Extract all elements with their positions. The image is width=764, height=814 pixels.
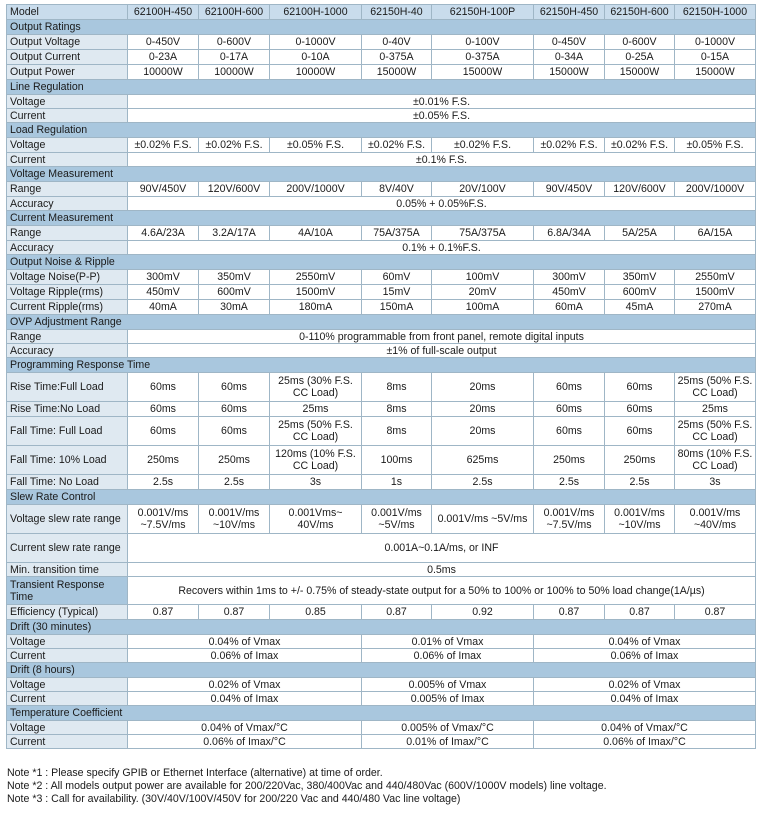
cell: 180mA <box>270 300 362 315</box>
table-row <box>7 65 756 80</box>
section-title: Current Measurement <box>7 211 756 226</box>
cell: 6.8A/34A <box>534 226 605 241</box>
cell: 20ms <box>432 373 534 402</box>
cell: 0-15A <box>675 50 756 65</box>
table-row <box>7 417 756 446</box>
table-row <box>7 577 756 605</box>
section-title: Output Ratings <box>7 20 756 35</box>
cell: 3.2A/17A <box>199 226 270 241</box>
table-row <box>7 402 756 417</box>
row-label: Efficiency (Typical) <box>7 605 128 620</box>
cell: 0.1% + 0.1%F.S. <box>128 241 756 255</box>
cell: 300mV <box>534 270 605 285</box>
cell: 75A/375A <box>362 226 432 241</box>
cell: 0.92 <box>432 605 534 620</box>
cell: 15mV <box>362 285 432 300</box>
cell: 2.5s <box>128 475 199 490</box>
footnote: Note *1 : Please specify GPIB or Ethernet Interface (alternative) at time of order. <box>7 767 383 779</box>
cell: 45mA <box>605 300 675 315</box>
cell: 3s <box>270 475 362 490</box>
cell: 250ms <box>534 446 605 475</box>
table-row <box>7 344 756 358</box>
cell: 10000W <box>128 65 199 80</box>
cell: 8ms <box>362 417 432 446</box>
row-label: Output Current <box>7 50 128 65</box>
cell: 625ms <box>432 446 534 475</box>
table-row <box>7 50 756 65</box>
row-label: Voltage <box>7 138 128 153</box>
cell: ±0.02% F.S. <box>128 138 199 153</box>
cell: 0.5ms <box>128 563 756 577</box>
row-label: Voltage Ripple(rms) <box>7 285 128 300</box>
cell: ±0.1% F.S. <box>128 153 756 167</box>
cell: 0.001V/ms ~10V/ms <box>605 505 675 534</box>
cell: 0.005% of Vmax/°C <box>362 721 534 735</box>
cell: 60ms <box>199 373 270 402</box>
row-label: Range <box>7 182 128 197</box>
cell: 3s <box>675 475 756 490</box>
cell: 0.87 <box>128 605 199 620</box>
cell: 300mV <box>128 270 199 285</box>
table-row <box>7 285 756 300</box>
cell: 10000W <box>270 65 362 80</box>
spec-table <box>6 4 756 749</box>
cell: 40mA <box>128 300 199 315</box>
table-row <box>7 605 756 620</box>
cell: 270mA <box>675 300 756 315</box>
cell: 60ms <box>534 373 605 402</box>
table-row <box>7 692 756 706</box>
cell: 0-34A <box>534 50 605 65</box>
cell: 60mA <box>534 300 605 315</box>
cell: 20mV <box>432 285 534 300</box>
model-header: 62150H-450 <box>534 5 605 20</box>
table-row <box>7 95 756 109</box>
row-label: Fall Time: No Load <box>7 475 128 490</box>
model-header: 62100H-450 <box>128 5 199 20</box>
cell: Recovers within 1ms to +/- 0.75% of steady-state output for a 50% to 100% or 100% to 50% load change(1A/µs) <box>128 577 756 605</box>
cell: 4.6A/23A <box>128 226 199 241</box>
row-label: Voltage Noise(P-P) <box>7 270 128 285</box>
cell: 15000W <box>675 65 756 80</box>
table-row <box>7 678 756 692</box>
row-label: Transient Response Time <box>7 577 128 605</box>
cell: 25ms (50% F.S. CC Load) <box>675 373 756 402</box>
cell: 60ms <box>534 402 605 417</box>
cell: 0.04% of Imax <box>534 692 756 706</box>
cell: ±0.02% F.S. <box>605 138 675 153</box>
cell: 0.04% of Vmax/°C <box>534 721 756 735</box>
cell: 2550mV <box>675 270 756 285</box>
cell: 30mA <box>199 300 270 315</box>
row-label: Rise Time:Full Load <box>7 373 128 402</box>
cell: 0-1000V <box>270 35 362 50</box>
cell: 0-23A <box>128 50 199 65</box>
cell: 0.87 <box>675 605 756 620</box>
table-row <box>7 534 756 563</box>
model-header: 62150H-100P <box>432 5 534 20</box>
row-label: Accuracy <box>7 241 128 255</box>
cell: 0.001V/ms ~7.5V/ms <box>534 505 605 534</box>
table-row <box>7 721 756 735</box>
cell: 0.04% of Imax <box>128 692 362 706</box>
cell: 25ms <box>270 402 362 417</box>
cell: 0.005% of Imax <box>362 692 534 706</box>
model-header: 62100H-600 <box>199 5 270 20</box>
cell: 0.05% + 0.05%F.S. <box>128 197 756 211</box>
cell: 2.5s <box>432 475 534 490</box>
cell: 100mV <box>432 270 534 285</box>
table-row <box>7 138 756 153</box>
cell: 0-375A <box>432 50 534 65</box>
cell: 250ms <box>199 446 270 475</box>
table-row <box>7 373 756 402</box>
cell: 0.85 <box>270 605 362 620</box>
cell: 60ms <box>199 417 270 446</box>
row-label: Voltage <box>7 635 128 649</box>
cell: 250ms <box>605 446 675 475</box>
cell: 0-450V <box>534 35 605 50</box>
cell: 0-450V <box>128 35 199 50</box>
table-row <box>7 153 756 167</box>
cell: 20ms <box>432 417 534 446</box>
table-row <box>7 241 756 255</box>
section-title: Output Noise & Ripple <box>7 255 756 270</box>
cell: 0.04% of Vmax <box>534 635 756 649</box>
model-header: 62150H-600 <box>605 5 675 20</box>
cell: 0.87 <box>362 605 432 620</box>
cell: 0.01% of Vmax <box>362 635 534 649</box>
cell: 60ms <box>128 373 199 402</box>
cell: 10000W <box>199 65 270 80</box>
cell: 0-600V <box>199 35 270 50</box>
table-row <box>7 505 756 534</box>
cell: 350mV <box>605 270 675 285</box>
table-row <box>7 563 756 577</box>
cell: 0.06% of Imax <box>534 649 756 663</box>
cell: 60ms <box>605 373 675 402</box>
cell: 8V/40V <box>362 182 432 197</box>
cell: ±0.05% F.S. <box>675 138 756 153</box>
cell: 60ms <box>199 402 270 417</box>
cell: 15000W <box>534 65 605 80</box>
cell: 60ms <box>605 402 675 417</box>
cell: 0-100V <box>432 35 534 50</box>
cell: 600mV <box>605 285 675 300</box>
cell: 200V/1000V <box>270 182 362 197</box>
row-label: Accuracy <box>7 344 128 358</box>
cell: ±0.05% F.S. <box>270 138 362 153</box>
table-row <box>7 109 756 123</box>
model-header: 62100H-1000 <box>270 5 362 20</box>
cell: 20ms <box>432 402 534 417</box>
section-title: Programming Response Time <box>7 358 756 373</box>
table-row <box>7 446 756 475</box>
table-row <box>7 735 756 749</box>
section-title: OVP Adjustment Range <box>7 315 756 330</box>
cell: 0.87 <box>605 605 675 620</box>
cell: 15000W <box>362 65 432 80</box>
section-title: Slew Rate Control <box>7 490 756 505</box>
cell: 90V/450V <box>534 182 605 197</box>
table-row <box>7 330 756 344</box>
model-header: 62150H-40 <box>362 5 432 20</box>
cell: 0.02% of Vmax <box>534 678 756 692</box>
cell: 100ms <box>362 446 432 475</box>
cell: 0.04% of Vmax <box>128 635 362 649</box>
cell: 0.001Vms~ 40V/ms <box>270 505 362 534</box>
cell: 60ms <box>605 417 675 446</box>
cell: 80ms (10% F.S. CC Load) <box>675 446 756 475</box>
section-title: Temperature Coefficient <box>7 706 756 721</box>
cell: 6A/15A <box>675 226 756 241</box>
cell: 60ms <box>128 402 199 417</box>
cell: 0-1000V <box>675 35 756 50</box>
cell: 0.06% of Imax <box>362 649 534 663</box>
cell: 25ms <box>675 402 756 417</box>
cell: 0.001V/ms ~10V/ms <box>199 505 270 534</box>
cell: ±0.02% F.S. <box>199 138 270 153</box>
cell: 60ms <box>128 417 199 446</box>
row-label: Output Voltage <box>7 35 128 50</box>
cell: 0-40V <box>362 35 432 50</box>
cell: 0-10A <box>270 50 362 65</box>
cell: 2.5s <box>199 475 270 490</box>
cell: 20V/100V <box>432 182 534 197</box>
cell: 120V/600V <box>199 182 270 197</box>
cell: ±0.02% F.S. <box>362 138 432 153</box>
cell: 150mA <box>362 300 432 315</box>
row-label: Range <box>7 226 128 241</box>
section-title: Line Regulation <box>7 80 756 95</box>
cell: 0.04% of Vmax/°C <box>128 721 362 735</box>
row-label: Current <box>7 692 128 706</box>
header-row <box>7 5 756 20</box>
cell: 8ms <box>362 373 432 402</box>
cell: 0.001V/ms ~7.5V/ms <box>128 505 199 534</box>
spec-sheet <box>6 4 755 749</box>
table-row <box>7 300 756 315</box>
cell: 2.5s <box>605 475 675 490</box>
cell: 25ms (50% F.S. CC Load) <box>270 417 362 446</box>
table-row <box>7 475 756 490</box>
cell: 100mA <box>432 300 534 315</box>
row-label: Accuracy <box>7 197 128 211</box>
cell: 15000W <box>605 65 675 80</box>
cell: 0.06% of Imax <box>128 649 362 663</box>
row-label: Current Ripple(rms) <box>7 300 128 315</box>
cell: 0.001A~0.1A/ms, or INF <box>128 534 756 563</box>
cell: 4A/10A <box>270 226 362 241</box>
model-header: 62150H-1000 <box>675 5 756 20</box>
footnote: Note *3 : Call for availability. (30V/40V/100V/450V for 200/220 Vac and 440/480 Vac line voltage) <box>7 793 461 806</box>
cell: 25ms (30% F.S. CC Load) <box>270 373 362 402</box>
cell: 1s <box>362 475 432 490</box>
row-label: Range <box>7 330 128 344</box>
row-label: Voltage <box>7 95 128 109</box>
cell: 0.001V/ms ~40V/ms <box>675 505 756 534</box>
section-title: Drift (8 hours) <box>7 663 756 678</box>
section-title: Load Regulation <box>7 123 756 138</box>
table-row <box>7 182 756 197</box>
footnotes <box>7 767 607 807</box>
cell: ±0.02% F.S. <box>432 138 534 153</box>
cell: 2550mV <box>270 270 362 285</box>
row-label: Voltage <box>7 721 128 735</box>
table-row <box>7 649 756 663</box>
table-row <box>7 35 756 50</box>
row-label: Output Power <box>7 65 128 80</box>
cell: 200V/1000V <box>675 182 756 197</box>
cell: 25ms (50% F.S. CC Load) <box>675 417 756 446</box>
cell: 0.02% of Vmax <box>128 678 362 692</box>
section-title: Drift (30 minutes) <box>7 620 756 635</box>
row-label: Fall Time: 10% Load <box>7 446 128 475</box>
cell: 0-110% programmable from front panel, remote digital inputs <box>128 330 756 344</box>
table-row <box>7 197 756 211</box>
cell: 350mV <box>199 270 270 285</box>
cell: 0-25A <box>605 50 675 65</box>
cell: 0.001V/ms ~5V/ms <box>362 505 432 534</box>
cell: 120V/600V <box>605 182 675 197</box>
cell: 8ms <box>362 402 432 417</box>
cell: 60ms <box>534 417 605 446</box>
row-label: Fall Time: Full Load <box>7 417 128 446</box>
cell: 0.01% of Imax/°C <box>362 735 534 749</box>
cell: 1500mV <box>270 285 362 300</box>
footnote: Note *2 : All models output power are available for 200/220Vac, 380/400Vac and 440/480Vac (600V/1000V models) line voltage. <box>7 780 607 793</box>
cell: 0.001V/ms ~5V/ms <box>432 505 534 534</box>
row-label: Current <box>7 735 128 749</box>
cell: 0.06% of Imax/°C <box>534 735 756 749</box>
cell: 60mV <box>362 270 432 285</box>
cell: 0-375A <box>362 50 432 65</box>
cell: 0.005% of Vmax <box>362 678 534 692</box>
cell: 5A/25A <box>605 226 675 241</box>
row-label: Voltage slew rate range <box>7 505 128 534</box>
cell: 0.06% of Imax/°C <box>128 735 362 749</box>
cell: ±0.02% F.S. <box>534 138 605 153</box>
cell: ±1% of full-scale output <box>128 344 756 358</box>
cell: 0.87 <box>534 605 605 620</box>
row-label: Current slew rate range <box>7 534 128 563</box>
cell: 600mV <box>199 285 270 300</box>
cell: 0.87 <box>199 605 270 620</box>
cell: 450mV <box>534 285 605 300</box>
cell: 250ms <box>128 446 199 475</box>
row-label: Current <box>7 153 128 167</box>
table-row <box>7 270 756 285</box>
cell: ±0.01% F.S. <box>128 95 756 109</box>
cell: 90V/450V <box>128 182 199 197</box>
row-label: Rise Time:No Load <box>7 402 128 417</box>
row-label: Voltage <box>7 678 128 692</box>
cell: ±0.05% F.S. <box>128 109 756 123</box>
header-label: Model <box>7 5 128 20</box>
cell: 2.5s <box>534 475 605 490</box>
cell: 450mV <box>128 285 199 300</box>
cell: 1500mV <box>675 285 756 300</box>
cell: 0-600V <box>605 35 675 50</box>
table-row <box>7 635 756 649</box>
row-label: Min. transition time <box>7 563 128 577</box>
cell: 0-17A <box>199 50 270 65</box>
row-label: Current <box>7 649 128 663</box>
table-row <box>7 226 756 241</box>
cell: 75A/375A <box>432 226 534 241</box>
cell: 15000W <box>432 65 534 80</box>
cell: 120ms (10% F.S. CC Load) <box>270 446 362 475</box>
section-title: Voltage Measurement <box>7 167 756 182</box>
row-label: Current <box>7 109 128 123</box>
